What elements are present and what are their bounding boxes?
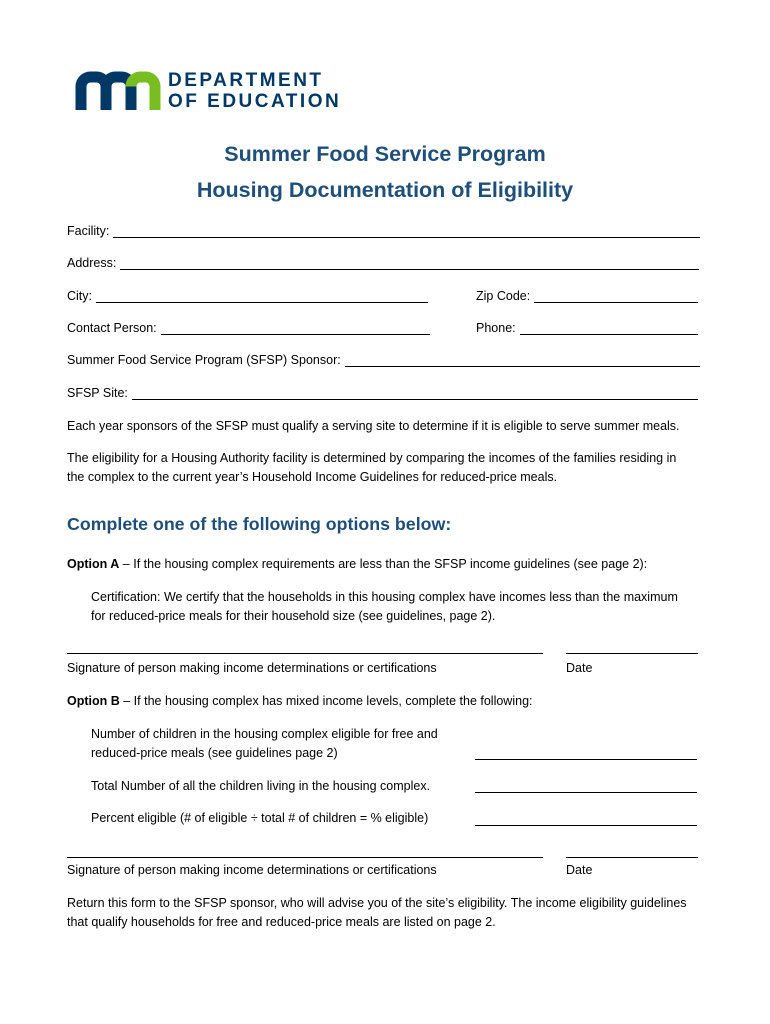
options-heading: Complete one of the following options below: [67, 514, 452, 534]
logo-m-shape [81, 77, 131, 110]
option-b-label: Option B [67, 694, 120, 708]
option-b-description [67, 692, 533, 711]
sponsor-row [67, 351, 700, 370]
department-name [168, 70, 341, 112]
sponsor-label: Summer Food Service Program (SFSP) Sponsor: [67, 353, 341, 367]
contact-person-row [67, 319, 430, 338]
housing-note [67, 449, 676, 487]
option-b-signature-label: Signature of person making income determinations or certifications [67, 863, 437, 877]
return-instructions-line: that qualify households for free and reduced-price meals are listed on page 2. [67, 915, 496, 929]
contact-person-input[interactable] [161, 319, 430, 335]
sfsp-site-label: SFSP Site: [67, 386, 128, 400]
housing-note-line: The eligibility for a Housing Authority facility is determined by comparing the incomes of the families residing in [67, 451, 677, 465]
option-a-date-label: Date [566, 661, 593, 675]
return-instructions-line: Return this form to the SFSP sponsor, who will advise you of the site’s eligibility. The income eligibility guidelines [67, 896, 687, 910]
dept-line-1: DEPARTMENT [168, 70, 324, 91]
sponsor-input[interactable] [345, 351, 700, 367]
option-b-text: – If the housing complex has mixed income levels, complete the following: [123, 694, 533, 708]
housing-note-line: the complex to the current year’s Household Income Guidelines for reduced-price meals. [67, 470, 558, 484]
option-a-text: – If the housing complex requirements are less than the SFSP income guidelines (see page 2): [122, 557, 648, 571]
option-a-signature-input[interactable] [67, 638, 543, 654]
city-label: City: [67, 289, 92, 303]
sfsp-site-input[interactable] [132, 384, 698, 400]
total-children-label: Total Number of all the children living in the housing complex. [91, 779, 431, 793]
option-b-date-label: Date [566, 863, 593, 877]
total-children-input[interactable] [475, 777, 697, 793]
option-b-signature-input[interactable] [67, 842, 543, 858]
dept-line-2: OF EDUCATION [168, 91, 342, 112]
facility-input[interactable] [113, 222, 700, 238]
eligible-children-input[interactable] [475, 744, 697, 760]
option-a-label: Option A [67, 557, 120, 571]
zip-code-label: Zip Code: [476, 289, 531, 303]
page-title: Summer Food Service Program [224, 142, 546, 166]
option-a-certification [91, 588, 678, 626]
certification-line: Certification: We certify that the households in this housing complex have incomes less than the maximum [91, 590, 678, 604]
zip-code-input[interactable] [534, 287, 698, 303]
percent-eligible-input[interactable] [475, 810, 697, 826]
city-row [67, 287, 428, 306]
address-row [67, 254, 699, 273]
eligible-children-line: reduced-price meals (see guidelines page 2) [91, 746, 338, 760]
page-subtitle: Housing Documentation of Eligibility [196, 178, 574, 202]
option-a-description [67, 555, 647, 574]
certification-line: for reduced-price meals for their household size (see guidelines, page 2). [91, 609, 496, 623]
mn-logo-icon [75, 71, 161, 110]
phone-row [476, 319, 698, 338]
zip-code-row [476, 287, 698, 306]
eligibility-note: Each year sponsors of the SFSP must qualify a serving site to determine if it is eligible to serve summer meals. [67, 419, 680, 433]
return-instructions [67, 894, 687, 932]
sfsp-site-row [67, 384, 698, 403]
address-input[interactable] [120, 254, 699, 270]
phone-label: Phone: [476, 321, 516, 335]
city-input[interactable] [96, 287, 428, 303]
eligible-children-line: Number of children in the housing complex eligible for free and [91, 727, 438, 741]
facility-row [67, 222, 700, 241]
contact-person-label: Contact Person: [67, 321, 157, 335]
option-a-date-input[interactable] [566, 638, 698, 654]
address-label: Address: [67, 256, 117, 270]
option-b-date-input[interactable] [566, 842, 698, 858]
facility-label: Facility: [67, 224, 110, 238]
eligible-children-label [91, 725, 438, 763]
option-a-signature-label: Signature of person making income determinations or certifications [67, 661, 437, 675]
phone-input[interactable] [520, 319, 698, 335]
percent-eligible-label: Percent eligible (# of eligible ÷ total # of children = % eligible) [91, 811, 429, 825]
